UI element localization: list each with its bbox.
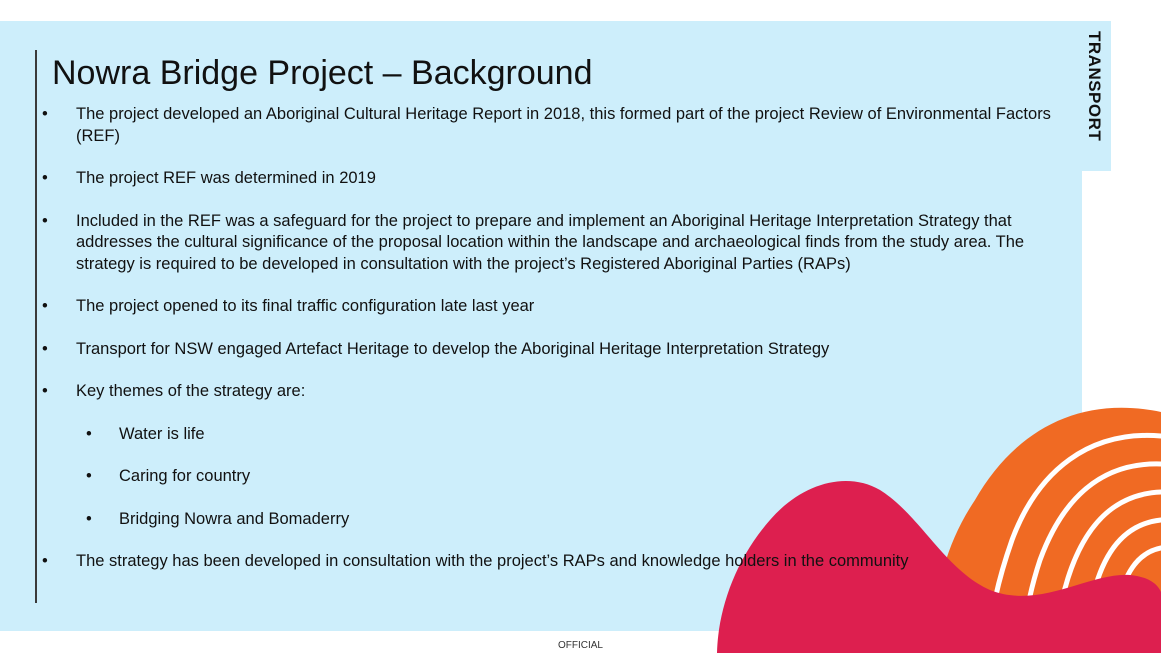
- bullet-item: • The strategy has been developed in consultation with the project’s RAPs and knowledge holders in the community: [38, 551, 1078, 573]
- sub-bullet-item: • Water is life: [38, 424, 1078, 446]
- bullet-item: • Transport for NSW engaged Artefact Heritage to develop the Aboriginal Heritage Interpretation Strategy: [38, 339, 1078, 361]
- bullet-item: • The project opened to its final traffic configuration late last year: [38, 296, 1078, 318]
- slide-title: Nowra Bridge Project – Background: [52, 54, 593, 92]
- bullet-item: • Included in the REF was a safeguard for the project to prepare and implement an Aboriginal Heritage Interpretation Strategy that addresses the cultural significance of the proposal location within the landscape and archaeological finds from the study area. The strategy is required to be developed in consultation with the project’s Registered Aboriginal Parties (RAPs): [38, 211, 1078, 276]
- sub-bullet-item: • Caring for country: [38, 466, 1078, 488]
- left-accent-line: [35, 50, 37, 603]
- sub-bullet-item: • Bridging Nowra and Bomaderry: [38, 509, 1078, 531]
- brand-tab-label: TRANSPORT: [1085, 31, 1104, 142]
- footer-classification: OFFICIAL: [557, 640, 603, 651]
- bullet-item: • Key themes of the strategy are:: [38, 381, 1078, 403]
- bullet-item: • The project developed an Aboriginal Cultural Heritage Report in 2018, this formed part of the project Review of Environmental Factors (REF): [38, 104, 1078, 147]
- bullet-item: • The project REF was determined in 2019: [38, 168, 1078, 190]
- bullet-list: [38, 104, 1078, 594]
